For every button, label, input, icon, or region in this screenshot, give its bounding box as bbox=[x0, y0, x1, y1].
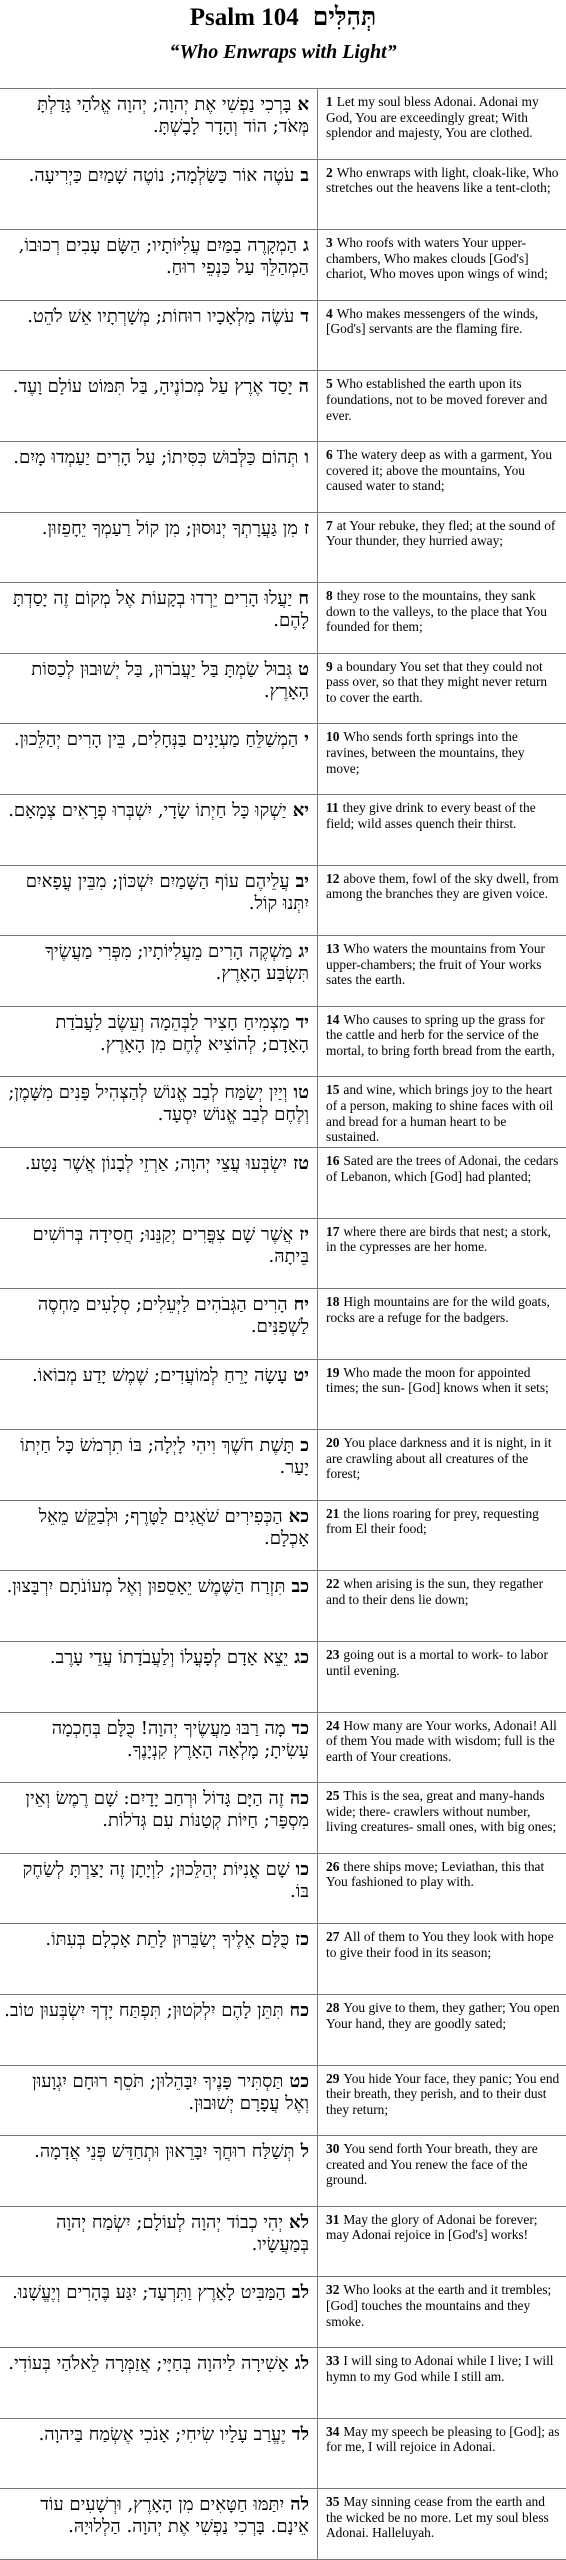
english-verse-number: 31 bbox=[326, 2211, 340, 2227]
hebrew-verse bbox=[0, 2066, 318, 2136]
english-verse-number: 23 bbox=[326, 1647, 340, 1663]
verse-row bbox=[0, 1359, 566, 1430]
english-verse-number: 26 bbox=[326, 1858, 340, 1874]
english-verse-text: Sated are the trees of Adonai, the cedars of Lebanon, which [God] had planted; bbox=[326, 1152, 559, 1184]
english-verse-number: 16 bbox=[326, 1152, 340, 1168]
hebrew-verse-text: אָשִׁירָה לַיהוָה בְּחַיָּי; אֲזַמְּרָה לֵאלֹהַי בְּעוֹדִי. bbox=[8, 2353, 289, 2374]
hebrew-verse-number: יח bbox=[293, 1294, 309, 1316]
english-verse bbox=[318, 371, 566, 441]
hebrew-verse-text: תְּהוֹם כַּלְּבוּשׁ כִּסִּיתוֹ; עַל הָרִים יַעַמְדוּ מָיִם. bbox=[13, 446, 299, 468]
verse-row bbox=[0, 1500, 566, 1571]
english-verse bbox=[318, 1924, 566, 1994]
verse-row bbox=[0, 2418, 566, 2489]
verse-row bbox=[0, 2065, 566, 2136]
english-verse bbox=[318, 2277, 566, 2347]
english-verse-number: 9 bbox=[326, 658, 333, 674]
english-verse-text: when arising is the sun, they regather and to their dens lie down; bbox=[326, 1576, 544, 1608]
english-verse bbox=[318, 1360, 566, 1430]
english-verse bbox=[318, 301, 566, 371]
english-verse bbox=[318, 795, 566, 865]
verse-row bbox=[0, 723, 566, 794]
hebrew-verse-number: ב bbox=[300, 164, 309, 186]
hebrew-verse bbox=[0, 89, 318, 159]
english-verse-number: 32 bbox=[326, 2282, 340, 2298]
hebrew-verse-number: יג bbox=[298, 941, 309, 963]
english-verse-number: 29 bbox=[326, 2070, 340, 2086]
verse-row bbox=[0, 582, 566, 653]
hebrew-verse-text: הָרִים הַגְּבֹהִים לַיְּעֵלִים; סְלָעִים מַחְסֶה לַשְׁפַנִּים. bbox=[37, 1294, 309, 1338]
hebrew-verse bbox=[0, 2277, 318, 2347]
hebrew-verse bbox=[0, 795, 318, 865]
hebrew-verse-text: יַעֲלוּ הָרִים יֵרְדוּ בְקָעוֹת אֶל מְקוֹם זֶה יָסַדְתָּ לָהֶם. bbox=[12, 588, 309, 632]
english-verse bbox=[318, 1289, 566, 1359]
hebrew-verse bbox=[0, 936, 318, 1006]
english-verse-number: 15 bbox=[326, 1082, 340, 1098]
hebrew-verse-number: כא bbox=[288, 1505, 309, 1527]
english-verse-text: May sinning cease from the earth and the wicked be no more. Let my soul bless Adonai. Halleluyah. bbox=[326, 2494, 549, 2541]
english-verse-number: 28 bbox=[326, 2000, 340, 2016]
english-verse bbox=[318, 1783, 566, 1853]
hebrew-verse-text: יַשְׁקוּ כָּל חַיְתוֹ שָׂדָי, יִשְׁבְּרוּ פְרָאִים צְמָאָם. bbox=[8, 799, 287, 821]
hebrew-verse-number: כה bbox=[289, 1788, 309, 1810]
english-verse-text: All of them to You they look with hope to give their food in its season; bbox=[326, 1929, 554, 1961]
hebrew-verse-number: ט bbox=[298, 658, 309, 680]
hebrew-verse-number: ה bbox=[298, 376, 309, 398]
english-verse bbox=[318, 866, 566, 936]
hebrew-verse-number: ג bbox=[303, 235, 309, 257]
hebrew-verse bbox=[0, 2419, 318, 2489]
hebrew-verse-number: כ bbox=[300, 1435, 309, 1457]
hebrew-verse-number: יט bbox=[293, 1364, 309, 1386]
english-verse-text: I will sing to Adonai while I live; I will hymn to my God while I still am. bbox=[326, 2353, 554, 2384]
english-verse bbox=[318, 2136, 566, 2206]
verse-row bbox=[0, 2206, 566, 2277]
page-header bbox=[0, 0, 566, 36]
hebrew-verse bbox=[0, 2136, 318, 2206]
english-verse-text: Who makes messengers of the winds, [God's] servants are the flaming fire. bbox=[326, 305, 539, 337]
english-verse-number: 27 bbox=[326, 1929, 340, 1945]
english-verse-text: Who roofs with waters Your upper-chambers, Who makes clouds [God's] chariot, Who moves upon wings of wind; bbox=[326, 235, 548, 282]
title-hebrew: תְּהִלִּים bbox=[312, 4, 377, 31]
hebrew-verse bbox=[0, 513, 318, 583]
english-verse-number: 4 bbox=[326, 305, 333, 321]
verse-row bbox=[0, 1429, 566, 1500]
english-verse bbox=[318, 583, 566, 653]
hebrew-verse-text: תִּתֵּן לָהֶם יִלְקֹטוּן; תִּפְתַּח יָדְךָ יִשְׂבְּעוּן טוֹב. bbox=[4, 2000, 284, 2022]
hebrew-verse-text: תְּשַׁלַּח רוּחֲךָ יִבָּרֵאוּן וּתְחַדֵּשׁ פְּנֵי אֲדָמָה. bbox=[34, 2141, 295, 2163]
hebrew-verse-number: כו bbox=[295, 1858, 309, 1880]
english-verse-text: and wine, which brings joy to the heart of a person, making to shine faces with oil and bread for a human heart to be sustained. bbox=[326, 1082, 554, 1145]
verse-row bbox=[0, 300, 566, 371]
english-verse-text: a boundary You set that they could not pass over, so that they might never return to cover the earth. bbox=[326, 658, 548, 705]
verse-table bbox=[0, 88, 566, 2560]
hebrew-verse-number: כט bbox=[289, 2070, 309, 2092]
verse-row bbox=[0, 865, 566, 936]
english-verse bbox=[318, 2419, 566, 2489]
english-verse-text: The watery deep as with a garment, You covered it; above the mountains, You caused water to stand; bbox=[326, 446, 553, 494]
hebrew-verse bbox=[0, 371, 318, 441]
hebrew-verse-number: י bbox=[304, 729, 309, 751]
english-verse bbox=[318, 1007, 566, 1077]
hebrew-verse-number: יא bbox=[292, 799, 309, 821]
english-verse-number: 18 bbox=[326, 1294, 340, 1310]
hebrew-verse-number: כג bbox=[294, 1647, 309, 1669]
hebrew-verse bbox=[0, 866, 318, 936]
hebrew-verse bbox=[0, 1077, 318, 1147]
verse-row bbox=[0, 370, 566, 441]
hebrew-verse bbox=[0, 1430, 318, 1500]
english-verse-number: 11 bbox=[326, 799, 339, 815]
english-verse-text: there ships move; Leviathan, this that You fashioned to play with. bbox=[326, 1858, 545, 1890]
english-verse bbox=[318, 160, 566, 230]
hebrew-verse-text: הַמְקָרֶה בַמַּיִם עֲלִיּוֹתָיו; הַשָּׂם עָבִים רְכוּבוֹ, הַמְהַלֵּךְ עַל כַּנְפֵי רוּחַ. bbox=[18, 235, 309, 279]
english-verse bbox=[318, 1219, 566, 1289]
verse-row bbox=[0, 1147, 566, 1218]
english-verse-text: Who waters the mountains from Your upper-chambers; the fruit of Your works sates the earth. bbox=[326, 941, 545, 988]
verse-row bbox=[0, 1853, 566, 1924]
verse-row bbox=[0, 512, 566, 583]
english-verse-number: 6 bbox=[326, 446, 333, 462]
english-verse-number: 34 bbox=[326, 2423, 340, 2439]
hebrew-verse-number: לב bbox=[291, 2282, 309, 2304]
english-verse-number: 22 bbox=[326, 1576, 340, 1592]
verse-row bbox=[0, 1641, 566, 1712]
english-verse bbox=[318, 936, 566, 1006]
english-verse-text: the lions roaring for prey, requesting from El their food; bbox=[326, 1505, 539, 1537]
verse-row bbox=[0, 1994, 566, 2065]
english-verse-text: This is the sea, great and many-hands wide; there- crawlers without number, living creatures- small ones, with big ones; bbox=[326, 1788, 557, 1835]
hebrew-verse-number: ד bbox=[300, 305, 309, 327]
hebrew-verse bbox=[0, 1783, 318, 1853]
english-verse-number: 14 bbox=[326, 1011, 340, 1027]
hebrew-verse-text: יִתַּמּוּ חַטָּאִים מִן הָאָרֶץ, וּרְשָׁעִים עוֹד אֵינָם. בָּרְכִי נַפְשִׁי אֶת יְהוָה. הַלְלוּיָהּ. bbox=[40, 2494, 309, 2538]
hebrew-verse bbox=[0, 1148, 318, 1218]
title-english: Psalm 104 bbox=[189, 4, 299, 31]
english-verse-number: 19 bbox=[326, 1364, 340, 1380]
english-verse-text: May my speech be pleasing to [God]; as for me, I will rejoice in Adonai. bbox=[326, 2423, 560, 2455]
english-verse-number: 12 bbox=[326, 870, 340, 886]
english-verse-number: 24 bbox=[326, 1717, 340, 1733]
hebrew-verse bbox=[0, 230, 318, 300]
hebrew-verse-text: מַשְׁקֶה הָרִים מֵעֲלִיּוֹתָיו; מִפְּרִי מַעֲשֶׂיךָ תִּשְׂבַּע הָאָרֶץ. bbox=[45, 941, 309, 985]
english-verse-text: they give drink to every beast of the field; wild asses quench their thirst. bbox=[326, 799, 536, 831]
hebrew-verse-text: יִשְׂבְּעוּ עֲצֵי יְהוָה; אַרְזֵי לְבָנוֹן אֲשֶׁר נָטָע. bbox=[24, 1152, 288, 1174]
english-verse-text: Let my soul bless Adonai. Adonai my God, You are exceedingly great; With splendor and majesty, You are clothed. bbox=[326, 94, 539, 141]
verse-row bbox=[0, 88, 566, 159]
hebrew-verse bbox=[0, 1995, 318, 2065]
verse-row bbox=[0, 935, 566, 1006]
english-verse bbox=[318, 1571, 566, 1641]
english-verse bbox=[318, 1501, 566, 1571]
hebrew-verse-number: כז bbox=[295, 1929, 309, 1951]
english-verse bbox=[318, 442, 566, 512]
english-verse-number: 10 bbox=[326, 729, 340, 745]
english-verse-text: at Your rebuke, they fled; at the sound of Your thunder, they hurried away; bbox=[326, 517, 556, 549]
hebrew-verse-text: תָּשֶׁת חֹשֶׁךְ וִיהִי לָיְלָה; בּוֹ תִרְמֹשׂ כָּל חַיְתוֹ יָעַר. bbox=[20, 1435, 309, 1479]
english-verse-text: Who causes to spring up the grass for the cattle and herb for the service of the mortal, to bring forth bread from the earth, bbox=[326, 1011, 555, 1058]
english-verse-number: 3 bbox=[326, 235, 333, 251]
english-verse-number: 5 bbox=[326, 376, 333, 392]
hebrew-verse-text: בָּרְכִי נַפְשִׁי אֶת יְהוָה; יְהוָה אֱלֹהַי גָּדַלְתָּ מְּאֹד; הוֹד וְהָדָר לָבָשְׁתָּ. bbox=[37, 94, 309, 137]
hebrew-verse bbox=[0, 1289, 318, 1359]
english-verse-text: You send forth Your breath, they are created and You renew the face of the ground. bbox=[326, 2141, 538, 2188]
hebrew-verse bbox=[0, 1854, 318, 1924]
hebrew-verse bbox=[0, 2207, 318, 2277]
hebrew-verse-number: יד bbox=[295, 1011, 309, 1033]
hebrew-verse-number: יז bbox=[299, 1223, 309, 1245]
hebrew-verse bbox=[0, 1501, 318, 1571]
hebrew-verse bbox=[0, 1219, 318, 1289]
hebrew-verse bbox=[0, 583, 318, 653]
verse-row bbox=[0, 1570, 566, 1641]
english-verse bbox=[318, 1148, 566, 1218]
english-verse-number: 20 bbox=[326, 1435, 340, 1451]
hebrew-verse-text: כֻּלָּם אֵלֶיךָ יְשַׂבֵּרוּן לָתֵת אָכְלָם בְּעִתּוֹ. bbox=[45, 1929, 290, 1951]
english-verse bbox=[318, 1430, 566, 1500]
verse-row bbox=[0, 794, 566, 865]
hebrew-verse-text: עָשָׂה יָרֵחַ לְמוֹעֲדִים; שֶׁמֶשׁ יָדַע מְבוֹאוֹ. bbox=[31, 1364, 288, 1386]
english-verse-number: 8 bbox=[326, 588, 333, 604]
hebrew-verse-number: לג bbox=[294, 2353, 309, 2374]
hebrew-verse bbox=[0, 1007, 318, 1077]
english-verse-number: 2 bbox=[326, 164, 333, 180]
english-verse-text: High mountains are for the wild goats, rocks are a refuge for the badgers. bbox=[326, 1294, 550, 1325]
english-verse-text: they rose to the mountains, they sank down to the valleys, to the place that You founded for them; bbox=[326, 588, 547, 635]
english-verse-number: 13 bbox=[326, 941, 340, 957]
english-verse-text: May the glory of Adonai be forever; may Adonai rejoice in [God's] works! bbox=[326, 2211, 538, 2243]
english-verse bbox=[318, 1642, 566, 1712]
hebrew-verse bbox=[0, 2489, 318, 2559]
english-verse bbox=[318, 513, 566, 583]
hebrew-verse-number: כח bbox=[289, 2000, 309, 2022]
english-verse bbox=[318, 1713, 566, 1783]
english-verse bbox=[318, 2489, 566, 2559]
english-verse-number: 35 bbox=[326, 2494, 340, 2510]
verse-row bbox=[0, 229, 566, 300]
hebrew-verse bbox=[0, 442, 318, 512]
verse-row bbox=[0, 2347, 566, 2418]
english-verse-text: How many are Your works, Adonai! All of them You made with wisdom; full is the earth of Your creations. bbox=[326, 1717, 557, 1764]
hebrew-verse-number: לה bbox=[290, 2494, 309, 2516]
english-verse bbox=[318, 2066, 566, 2136]
hebrew-verse bbox=[0, 654, 318, 724]
english-verse-text: Who sends forth springs into the ravines, between the mountains, they move; bbox=[326, 729, 525, 776]
verse-row bbox=[0, 1782, 566, 1853]
english-verse-text: going out is a mortal to work- to labor until evening. bbox=[326, 1647, 548, 1678]
hebrew-verse bbox=[0, 1642, 318, 1712]
verse-row bbox=[0, 1218, 566, 1289]
verse-row bbox=[0, 441, 566, 512]
verse-row bbox=[0, 1712, 566, 1783]
english-verse-text: You place darkness and it is night, in it are crawling about all creatures of the forest; bbox=[326, 1435, 552, 1482]
hebrew-verse-text: הַכְּפִירִים שֹׁאֲגִים לַטָּרֶף; וּלְבַקֵּשׁ מֵאֵל אָכְלָם. bbox=[38, 1505, 309, 1549]
hebrew-verse-text: עֲלֵיהֶם עוֹף הַשָּׁמַיִם יִשְׁכּוֹן; מִבֵּין עֳפָאיִם יִתְּנוּ קוֹל. bbox=[25, 870, 309, 914]
hebrew-verse-number: טז bbox=[293, 1152, 309, 1174]
hebrew-verse-text: יָסַד אֶרֶץ עַל מְכוֹנֶיהָ, בַּל תִּמּוֹט עוֹלָם וָעֶד. bbox=[12, 376, 293, 398]
hebrew-verse-text: גְּבוּל שַׂמְתָּ בַּל יַעֲבֹרוּן, בַּל יְשׁוּבוּן לְכַסּוֹת הָאָרֶץ. bbox=[31, 658, 309, 702]
verse-row bbox=[0, 2488, 566, 2560]
hebrew-verse-number: ו bbox=[304, 446, 309, 468]
hebrew-verse bbox=[0, 301, 318, 371]
english-verse-number: 7 bbox=[326, 517, 333, 533]
hebrew-verse bbox=[0, 724, 318, 794]
english-verse bbox=[318, 2207, 566, 2277]
english-verse bbox=[318, 724, 566, 794]
hebrew-verse-number: לא bbox=[289, 2211, 309, 2233]
english-verse-number: 30 bbox=[326, 2141, 340, 2157]
hebrew-verse-number: טו bbox=[293, 1082, 309, 1104]
hebrew-verse bbox=[0, 1924, 318, 1994]
english-verse-text: You hide Your face, they panic; You end their breath, they perish, and to their dust they return; bbox=[326, 2070, 560, 2117]
english-verse-text: You give to them, they gather; You open Your hand, they are goodly sated; bbox=[326, 2000, 560, 2031]
english-verse bbox=[318, 230, 566, 300]
english-verse-text: Who made the moon for appointed times; the sun- [God] knows when it sets; bbox=[326, 1364, 549, 1396]
english-verse bbox=[318, 1995, 566, 2065]
verse-row bbox=[0, 653, 566, 724]
hebrew-verse-number: לד bbox=[291, 2423, 309, 2445]
hebrew-verse bbox=[0, 1713, 318, 1783]
hebrew-verse bbox=[0, 1360, 318, 1430]
english-verse bbox=[318, 654, 566, 724]
psalm-subtitle: “Who Enwraps with Light” bbox=[169, 41, 397, 63]
hebrew-verse-text: מָה רַבּוּ מַעֲשֶׂיךָ יְהוָה! כֻּלָּם בְּחָכְמָה עָשִׂיתָ; מָלְאָה הָאָרֶץ קִנְיָנֶךָ. bbox=[51, 1717, 309, 1761]
hebrew-verse-text: מִן גַּעֲרָתְךָ יְנוּסוּן; מִן קוֹל רַעַמְךָ יֵחָפֵזוּן. bbox=[41, 517, 298, 539]
hebrew-verse-text: הַמְשַׁלֵּחַ מַעְיָנִים בַּנְּחָלִים, בֵּין הָרִים יְהַלֵּכוּן. bbox=[13, 729, 299, 751]
hebrew-verse-text: תַּסְתִּיר פָּנֶיךָ יִבָּהֵלוּן; תֹּסֵף רוּחָם יִגְוָעוּן וְאֶל עֲפָרָם יְשׁוּבוּן. bbox=[32, 2070, 309, 2114]
hebrew-verse-text: עֹשֶׂה מַלְאָכָיו רוּחוֹת; מְשָׁרְתָיו אֵשׁ לֹהֵט. bbox=[27, 305, 295, 327]
english-verse bbox=[318, 1077, 566, 1147]
hebrew-verse-number: ז bbox=[303, 517, 309, 539]
hebrew-verse-number: ל bbox=[300, 2141, 309, 2163]
hebrew-verse-number: ח bbox=[298, 588, 309, 610]
english-verse-number: 33 bbox=[326, 2353, 340, 2368]
verse-row bbox=[0, 1006, 566, 1077]
hebrew-verse-text: יֵצֵא אָדָם לְפָעֳלוֹ וְלַעֲבֹדָתוֹ עֲדֵי עָרֶב. bbox=[49, 1647, 289, 1669]
english-verse-number: 25 bbox=[326, 1788, 340, 1804]
hebrew-verse-text: זֶה הַיָּם גָּדוֹל וּרְחַב יָדָיִם: שָׁם רֶמֶשׂ וְאֵין מִסְפָּר; חַיּוֹת קְטַנּוֹת עִם גְּדֹלוֹת. bbox=[25, 1788, 309, 1832]
hebrew-verse-text: וְיַיִן יְשַׂמַּח לְבַב אֱנוֹשׁ לְהַצְהִיל פָּנִים מִשָּׁמֶן; וְלֶחֶם לְבַב אֱנוֹשׁ יִסְעָד. bbox=[8, 1082, 309, 1126]
english-verse bbox=[318, 89, 566, 159]
hebrew-verse-number: יב bbox=[295, 870, 309, 892]
verse-row bbox=[0, 2135, 566, 2206]
verse-row bbox=[0, 2276, 566, 2347]
hebrew-verse-text: מַצְמִיחַ חָצִיר לַבְּהֵמָה וְעֵשֶׂב לַעֲבֹדַת הָאָדָם; לְהוֹצִיא לֶחֶם מִן הָאָרֶץ. bbox=[55, 1011, 309, 1055]
hebrew-verse-text: עֹטֶה אוֹר כַּשַּׂלְמָה; נוֹטֶה שָׁמַיִם כַּיְרִיעָה. bbox=[28, 164, 295, 186]
verse-row bbox=[0, 1288, 566, 1359]
hebrew-verse-number: כד bbox=[291, 1717, 309, 1739]
hebrew-verse-text: שָׁם אֳנִיּוֹת יְהַלֵּכוּן; לִוְיָתָן זֶה יָצַרְתָּ לְשַׂחֶק בּוֹ. bbox=[22, 1858, 309, 1902]
hebrew-verse-text: יְהִי כְבוֹד יְהוָה לְעוֹלָם; יִשְׂמַח יְהוָה בְּמַעֲשָׂיו. bbox=[56, 2211, 309, 2255]
verse-row bbox=[0, 159, 566, 230]
hebrew-verse bbox=[0, 2348, 318, 2418]
hebrew-verse-text: יֶעֱרַב עָלָיו שִׂיחִי; אָנֹכִי אֶשְׂמַח בַּיהוָה. bbox=[38, 2423, 286, 2445]
verse-row bbox=[0, 1076, 566, 1147]
english-verse bbox=[318, 1854, 566, 1924]
hebrew-verse-text: הַמַּבִּיט לָאָרֶץ וַתִּרְעָד; יִגַּע בֶּהָרִים וְיֶעֱשָׁנוּ. bbox=[12, 2282, 286, 2304]
hebrew-verse-text: אֲשֶׁר שָׁם צִפֳּרִים יְקַנֵּנוּ; חֲסִידָה בְּרוֹשִׁים בֵּיתָהּ. bbox=[32, 1223, 309, 1267]
hebrew-verse-number: כב bbox=[291, 1576, 309, 1598]
english-verse-text: above them, fowl of the sky dwell, from among the branches they are given voice. bbox=[326, 870, 559, 902]
hebrew-verse bbox=[0, 1571, 318, 1641]
hebrew-verse bbox=[0, 160, 318, 230]
english-verse-text: Who established the earth upon its foundations, not to be moved forever and ever. bbox=[326, 376, 548, 423]
english-verse bbox=[318, 2348, 566, 2418]
verse-row bbox=[0, 1923, 566, 1994]
english-verse-number: 1 bbox=[326, 94, 333, 109]
hebrew-verse-text: תִּזְרַח הַשֶּׁמֶשׁ יֵאָסֵפוּן וְאֶל מְעוֹנֹתָם יִרְבָּצוּן. bbox=[6, 1576, 286, 1598]
english-verse-text: Who looks at the earth and it trembles; [God] touches the mountains and they smoke. bbox=[326, 2282, 552, 2329]
hebrew-verse-number: א bbox=[297, 94, 309, 115]
english-verse-text: Who enwraps with light, cloak-like, Who stretches out the heavens like a tent-cloth; bbox=[326, 164, 559, 196]
english-verse-number: 21 bbox=[326, 1505, 340, 1521]
english-verse-text: where there are birds that nest; a stork, in the cypresses are her home. bbox=[326, 1223, 551, 1255]
english-verse-number: 17 bbox=[326, 1223, 340, 1239]
